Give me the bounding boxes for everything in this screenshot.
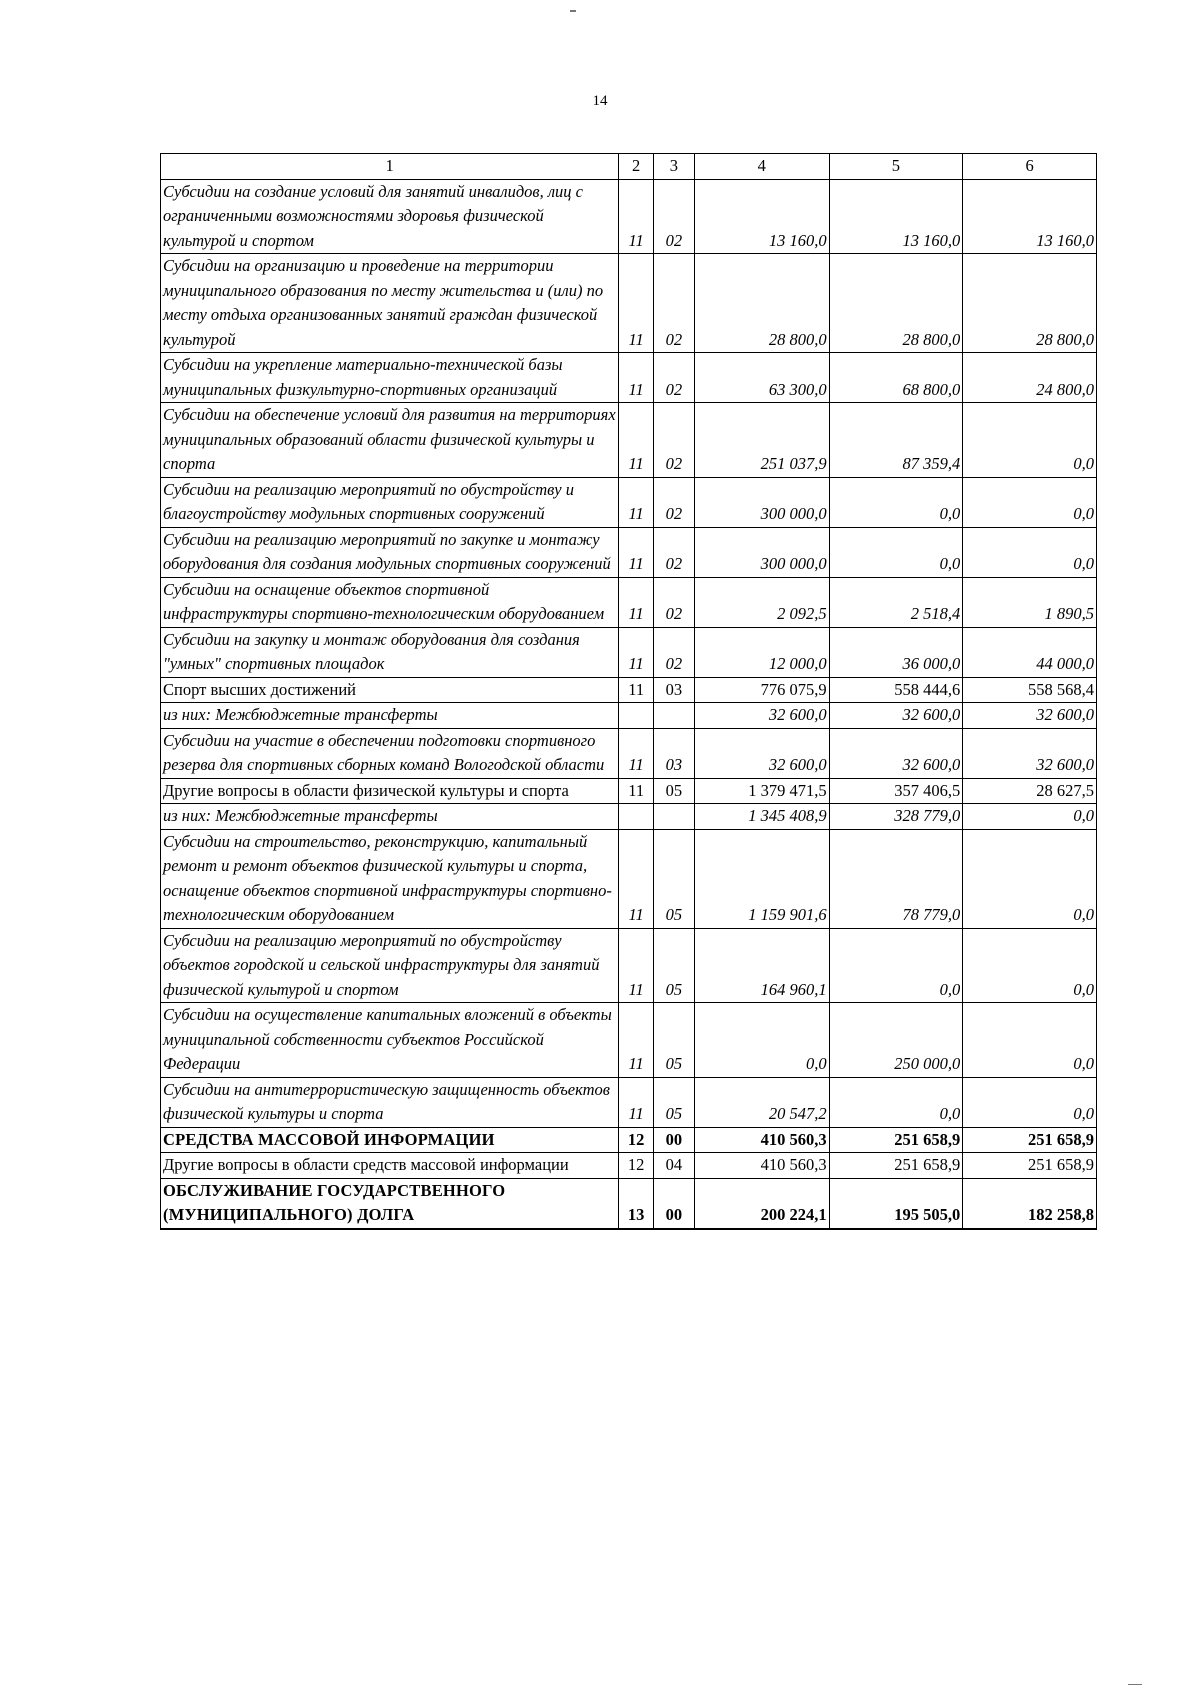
header-col-3: 3 [654, 154, 695, 180]
row-value-year1-cell: 1 379 471,5 [694, 778, 829, 804]
row-section-cell: 11 [619, 179, 654, 254]
table-row [161, 527, 1097, 577]
table-row [161, 829, 1097, 928]
table-row [161, 179, 1097, 254]
row-name-cell: Субсидии на оснащение объектов спортивной инфраструктуры спортивно-технологическим оборудованием [161, 577, 619, 627]
row-value-year1-cell: 63 300,0 [694, 353, 829, 403]
row-value-year2-cell: 0,0 [829, 477, 963, 527]
row-value-year2-cell: 28 800,0 [829, 254, 963, 353]
row-name-cell: Субсидии на реализацию мероприятий по обустройству и благоустройству модульных спортивных сооружений [161, 477, 619, 527]
row-value-year1-cell: 300 000,0 [694, 527, 829, 577]
row-subsection-cell: 03 [654, 728, 695, 778]
row-value-year2-cell: 0,0 [829, 928, 963, 1003]
table-row [161, 1003, 1097, 1078]
row-section-cell: 11 [619, 829, 654, 928]
row-value-year3-cell: 0,0 [963, 804, 1097, 830]
table-row [161, 677, 1097, 703]
row-value-year1-cell: 13 160,0 [694, 179, 829, 254]
row-section-cell: 11 [619, 254, 654, 353]
row-name-cell: Субсидии на антитеррористическую защищенность объектов физической культуры и спорта [161, 1077, 619, 1127]
row-value-year1-cell: 300 000,0 [694, 477, 829, 527]
row-value-year2-cell: 32 600,0 [829, 703, 963, 729]
row-section-cell: 11 [619, 728, 654, 778]
row-value-year2-cell: 68 800,0 [829, 353, 963, 403]
table-body [161, 179, 1097, 1229]
row-subsection-cell [654, 703, 695, 729]
row-value-year1-cell: 20 547,2 [694, 1077, 829, 1127]
row-value-year3-cell: 0,0 [963, 527, 1097, 577]
row-value-year3-cell: 32 600,0 [963, 703, 1097, 729]
row-subsection-cell: 05 [654, 1077, 695, 1127]
row-name-cell: Субсидии на организацию и проведение на территории муниципального образования по месту жительства и (или) по месту отдыха организованных занятий граждан физической культурой [161, 254, 619, 353]
row-value-year1-cell: 776 075,9 [694, 677, 829, 703]
row-section-cell: 11 [619, 1077, 654, 1127]
table-row [161, 1077, 1097, 1127]
row-name-cell: ОБСЛУЖИВАНИЕ ГОСУДАРСТВЕННОГО (МУНИЦИПАЛЬНОГО) ДОЛГА [161, 1178, 619, 1229]
row-name-cell: Субсидии на строительство, реконструкцию, капитальный ремонт и ремонт объектов физической культуры и спорта, оснащение объектов спортивной инфраструктуры спортивно-технологическим оборудованием [161, 829, 619, 928]
row-value-year3-cell: 28 800,0 [963, 254, 1097, 353]
table-row [161, 403, 1097, 478]
row-name-cell: Субсидии на реализацию мероприятий по закупке и монтажу оборудования для создания модульных спортивных сооружений [161, 527, 619, 577]
table-row [161, 778, 1097, 804]
row-name-cell: Субсидии на обеспечение условий для развития на территориях муниципальных образований области физической культуры и спорта [161, 403, 619, 478]
row-value-year2-cell: 2 518,4 [829, 577, 963, 627]
row-value-year2-cell: 32 600,0 [829, 728, 963, 778]
row-value-year2-cell: 0,0 [829, 527, 963, 577]
row-value-year3-cell: 0,0 [963, 1077, 1097, 1127]
row-value-year3-cell: 24 800,0 [963, 353, 1097, 403]
scan-mark [1128, 1684, 1142, 1685]
row-value-year1-cell: 2 092,5 [694, 577, 829, 627]
row-subsection-cell: 02 [654, 353, 695, 403]
row-value-year3-cell: 1 890,5 [963, 577, 1097, 627]
row-value-year3-cell: 0,0 [963, 928, 1097, 1003]
row-value-year2-cell: 195 505,0 [829, 1178, 963, 1229]
row-value-year2-cell: 36 000,0 [829, 627, 963, 677]
row-name-cell: Спорт высших достижений [161, 677, 619, 703]
budget-table [160, 153, 1097, 1230]
row-section-cell: 11 [619, 577, 654, 627]
row-value-year3-cell: 0,0 [963, 1003, 1097, 1078]
table-row [161, 1178, 1097, 1229]
row-section-cell: 13 [619, 1178, 654, 1229]
row-subsection-cell: 02 [654, 577, 695, 627]
table-row [161, 928, 1097, 1003]
row-value-year1-cell: 0,0 [694, 1003, 829, 1078]
row-subsection-cell: 05 [654, 1003, 695, 1078]
table-row [161, 577, 1097, 627]
row-value-year3-cell: 13 160,0 [963, 179, 1097, 254]
table-row [161, 728, 1097, 778]
row-section-cell: 11 [619, 403, 654, 478]
row-section-cell: 11 [619, 627, 654, 677]
row-value-year1-cell: 164 960,1 [694, 928, 829, 1003]
row-subsection-cell: 05 [654, 778, 695, 804]
row-subsection-cell: 04 [654, 1153, 695, 1179]
row-value-year2-cell: 250 000,0 [829, 1003, 963, 1078]
row-value-year2-cell: 251 658,9 [829, 1153, 963, 1179]
table-row [161, 1127, 1097, 1153]
row-subsection-cell: 02 [654, 627, 695, 677]
table-row [161, 703, 1097, 729]
row-value-year2-cell: 87 359,4 [829, 403, 963, 478]
row-section-cell: 11 [619, 477, 654, 527]
row-subsection-cell: 02 [654, 527, 695, 577]
row-subsection-cell: 05 [654, 928, 695, 1003]
row-value-year3-cell: 0,0 [963, 829, 1097, 928]
row-section-cell [619, 804, 654, 830]
header-col-1: 1 [161, 154, 619, 180]
row-name-cell: Субсидии на участие в обеспечении подготовки спортивного резерва для спортивных сборных команд Вологодской области [161, 728, 619, 778]
row-value-year1-cell: 32 600,0 [694, 703, 829, 729]
row-value-year1-cell: 1 159 901,6 [694, 829, 829, 928]
table-row [161, 353, 1097, 403]
table-row [161, 254, 1097, 353]
row-name-cell: из них: Межбюджетные трансферты [161, 703, 619, 729]
row-value-year3-cell: 28 627,5 [963, 778, 1097, 804]
header-col-6: 6 [963, 154, 1097, 180]
row-value-year2-cell: 357 406,5 [829, 778, 963, 804]
table-row [161, 627, 1097, 677]
row-section-cell: 11 [619, 527, 654, 577]
row-value-year2-cell: 13 160,0 [829, 179, 963, 254]
row-subsection-cell: 02 [654, 477, 695, 527]
row-name-cell: из них: Межбюджетные трансферты [161, 804, 619, 830]
row-value-year1-cell: 410 560,3 [694, 1153, 829, 1179]
row-subsection-cell [654, 804, 695, 830]
header-col-2: 2 [619, 154, 654, 180]
row-section-cell: 11 [619, 928, 654, 1003]
row-section-cell: 11 [619, 1003, 654, 1078]
row-section-cell [619, 703, 654, 729]
row-section-cell: 12 [619, 1153, 654, 1179]
row-section-cell: 12 [619, 1127, 654, 1153]
row-subsection-cell: 02 [654, 179, 695, 254]
row-name-cell: Субсидии на закупку и монтаж оборудования для создания "умных" спортивных площадок [161, 627, 619, 677]
table-header-row [161, 154, 1097, 180]
row-name-cell: Другие вопросы в области физической культуры и спорта [161, 778, 619, 804]
row-value-year3-cell: 0,0 [963, 477, 1097, 527]
header-col-4: 4 [694, 154, 829, 180]
row-value-year1-cell: 12 000,0 [694, 627, 829, 677]
row-value-year1-cell: 200 224,1 [694, 1178, 829, 1229]
table-row [161, 477, 1097, 527]
row-value-year3-cell: 0,0 [963, 403, 1097, 478]
row-section-cell: 11 [619, 677, 654, 703]
row-value-year3-cell: 558 568,4 [963, 677, 1097, 703]
row-name-cell: Субсидии на реализацию мероприятий по обустройству объектов городской и сельской инфраструктуры для занятий физической культурой и спортом [161, 928, 619, 1003]
row-name-cell: Другие вопросы в области средств массовой информации [161, 1153, 619, 1179]
row-value-year3-cell: 44 000,0 [963, 627, 1097, 677]
table-row [161, 1153, 1097, 1179]
row-value-year1-cell: 28 800,0 [694, 254, 829, 353]
row-subsection-cell: 00 [654, 1178, 695, 1229]
header-col-5: 5 [829, 154, 963, 180]
row-name-cell: Субсидии на укрепление материально-технической базы муниципальных физкультурно-спортивных организаций [161, 353, 619, 403]
row-subsection-cell: 05 [654, 829, 695, 928]
row-section-cell: 11 [619, 778, 654, 804]
page-number: 14 [592, 93, 608, 109]
row-subsection-cell: 03 [654, 677, 695, 703]
row-value-year2-cell: 0,0 [829, 1077, 963, 1127]
row-name-cell: СРЕДСТВА МАССОВОЙ ИНФОРМАЦИИ [161, 1127, 619, 1153]
row-value-year3-cell: 251 658,9 [963, 1127, 1097, 1153]
row-subsection-cell: 00 [654, 1127, 695, 1153]
row-value-year2-cell: 78 779,0 [829, 829, 963, 928]
row-value-year2-cell: 251 658,9 [829, 1127, 963, 1153]
scan-mark [570, 10, 576, 12]
row-name-cell: Субсидии на создание условий для занятий инвалидов, лиц с ограниченными возможностями здоровья физической культурой и спортом [161, 179, 619, 254]
row-value-year3-cell: 182 258,8 [963, 1178, 1097, 1229]
row-subsection-cell: 02 [654, 254, 695, 353]
row-value-year1-cell: 1 345 408,9 [694, 804, 829, 830]
row-name-cell: Субсидии на осуществление капитальных вложений в объекты муниципальной собственности субъектов Российской Федерации [161, 1003, 619, 1078]
row-value-year2-cell: 558 444,6 [829, 677, 963, 703]
row-subsection-cell: 02 [654, 403, 695, 478]
row-section-cell: 11 [619, 353, 654, 403]
row-value-year1-cell: 410 560,3 [694, 1127, 829, 1153]
row-value-year1-cell: 32 600,0 [694, 728, 829, 778]
row-value-year3-cell: 251 658,9 [963, 1153, 1097, 1179]
row-value-year2-cell: 328 779,0 [829, 804, 963, 830]
row-value-year1-cell: 251 037,9 [694, 403, 829, 478]
table-row [161, 804, 1097, 830]
row-value-year3-cell: 32 600,0 [963, 728, 1097, 778]
